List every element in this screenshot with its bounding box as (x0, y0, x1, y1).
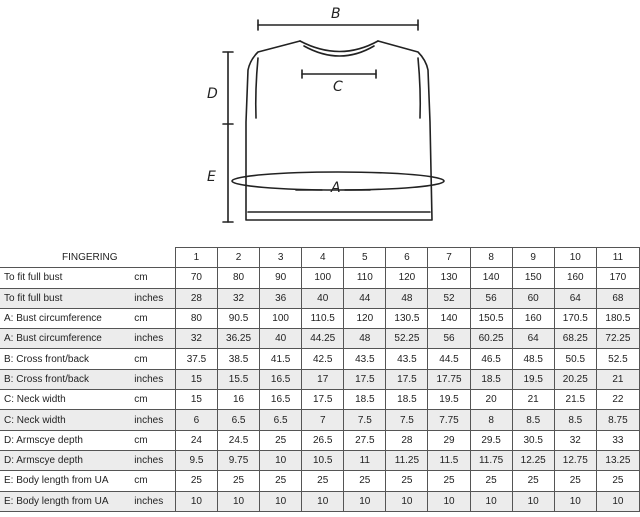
table-row (0, 491, 640, 511)
table-row (0, 369, 640, 389)
table-cell: 43.5 (344, 349, 386, 369)
table-cell: 10 (175, 491, 217, 511)
label-c: C (333, 79, 343, 95)
size-header: 1 (175, 248, 217, 268)
table-cell: 10.5 (302, 450, 344, 470)
table-cell: 7 (302, 410, 344, 430)
table-cell: 50.5 (554, 349, 596, 369)
table-cell: 18.5 (386, 390, 428, 410)
size-header: 4 (302, 248, 344, 268)
table-cell: 25 (260, 471, 302, 491)
table-cell: 38.5 (217, 349, 259, 369)
table-header-row (0, 248, 640, 268)
table-cell: 6.5 (260, 410, 302, 430)
table-cell: 18.5 (344, 390, 386, 410)
table-cell: 170 (596, 268, 639, 288)
table-cell: 180.5 (596, 308, 639, 328)
table-cell: 56 (428, 329, 470, 349)
table-cell: 80 (175, 308, 217, 328)
measurement-unit: inches (132, 369, 175, 389)
table-cell: 25 (344, 471, 386, 491)
table-cell: 10 (260, 450, 302, 470)
table-cell: 100 (260, 308, 302, 328)
measurement-name: A: Bust circumference (0, 329, 132, 349)
table-cell: 36.25 (217, 329, 259, 349)
table-cell: 64 (554, 288, 596, 308)
measurement-name: To fit full bust (0, 288, 132, 308)
table-cell: 40 (260, 329, 302, 349)
table-cell: 10 (386, 491, 428, 511)
size-header: 8 (470, 248, 512, 268)
table-title: FINGERING (0, 248, 175, 268)
size-header: 7 (428, 248, 470, 268)
table-cell: 44.25 (302, 329, 344, 349)
measurement-name: C: Neck width (0, 390, 132, 410)
label-d: D (207, 86, 218, 102)
table-cell: 30.5 (512, 430, 554, 450)
table-cell: 29 (428, 430, 470, 450)
table-cell: 25 (470, 471, 512, 491)
table-cell: 33 (596, 430, 639, 450)
table-cell: 24.5 (217, 430, 259, 450)
measurement-name: D: Armscye depth (0, 450, 132, 470)
table-cell: 48 (344, 329, 386, 349)
table-cell: 12.75 (554, 450, 596, 470)
table-cell: 25 (260, 430, 302, 450)
measurement-unit: inches (132, 450, 175, 470)
garment-schematic (0, 0, 640, 245)
table-cell: 150 (512, 268, 554, 288)
table-row (0, 268, 640, 288)
table-cell: 48 (386, 288, 428, 308)
measurement-unit: cm (132, 308, 175, 328)
size-header: 11 (596, 248, 639, 268)
table-cell: 110.5 (302, 308, 344, 328)
label-a: A (331, 180, 341, 196)
measurement-name: D: Armscye depth (0, 430, 132, 450)
measurement-name: B: Cross front/back (0, 369, 132, 389)
table-cell: 36 (260, 288, 302, 308)
table-cell: 64 (512, 329, 554, 349)
table-cell: 10 (554, 491, 596, 511)
table-cell: 170.5 (554, 308, 596, 328)
table-cell: 160 (554, 268, 596, 288)
table-cell: 17.75 (428, 369, 470, 389)
measurement-unit: inches (132, 288, 175, 308)
table-cell: 7.5 (344, 410, 386, 430)
table-cell: 41.5 (260, 349, 302, 369)
measurement-name: E: Body length from UA (0, 471, 132, 491)
table-cell: 90 (260, 268, 302, 288)
table-cell: 11.5 (428, 450, 470, 470)
table-cell: 60 (512, 288, 554, 308)
measurement-name: C: Neck width (0, 410, 132, 430)
table-cell: 8 (470, 410, 512, 430)
table-cell: 46.5 (470, 349, 512, 369)
table-cell: 8.75 (596, 410, 639, 430)
table-cell: 44 (344, 288, 386, 308)
table-cell: 44.5 (428, 349, 470, 369)
table-cell: 24 (175, 430, 217, 450)
table-cell: 15 (175, 369, 217, 389)
table-cell: 17.5 (344, 369, 386, 389)
table-cell: 28 (386, 430, 428, 450)
table-cell: 27.5 (344, 430, 386, 450)
measurement-unit: inches (132, 329, 175, 349)
table-cell: 20 (470, 390, 512, 410)
size-header: 6 (386, 248, 428, 268)
table-cell: 17.5 (386, 369, 428, 389)
measurement-unit: cm (132, 268, 175, 288)
table-cell: 10 (217, 491, 259, 511)
table-cell: 90.5 (217, 308, 259, 328)
table-cell: 10 (344, 491, 386, 511)
table-cell: 70 (175, 268, 217, 288)
table-cell: 52 (428, 288, 470, 308)
table-cell: 10 (302, 491, 344, 511)
table-cell: 25 (302, 471, 344, 491)
table-cell: 11.75 (470, 450, 512, 470)
measurement-unit: cm (132, 430, 175, 450)
label-e: E (207, 169, 216, 185)
table-cell: 120 (344, 308, 386, 328)
size-header: 5 (344, 248, 386, 268)
table-cell: 48.5 (512, 349, 554, 369)
table-row (0, 410, 640, 430)
measurement-name: E: Body length from UA (0, 491, 132, 511)
table-cell: 25 (386, 471, 428, 491)
table-cell: 19.5 (428, 390, 470, 410)
table-cell: 100 (302, 268, 344, 288)
table-row (0, 349, 640, 369)
table-cell: 21.5 (554, 390, 596, 410)
table-cell: 29.5 (470, 430, 512, 450)
table-cell: 9.75 (217, 450, 259, 470)
measurement-unit: inches (132, 491, 175, 511)
table-cell: 22 (596, 390, 639, 410)
table-cell: 9.5 (175, 450, 217, 470)
table-cell: 11.25 (386, 450, 428, 470)
table-cell: 15.5 (217, 369, 259, 389)
size-header: 2 (217, 248, 259, 268)
measurement-unit: cm (132, 349, 175, 369)
table-cell: 10 (260, 491, 302, 511)
table-cell: 52.25 (386, 329, 428, 349)
measurement-unit: inches (132, 410, 175, 430)
table-cell: 160 (512, 308, 554, 328)
table-cell: 150.5 (470, 308, 512, 328)
measurement-name: B: Cross front/back (0, 349, 132, 369)
table-cell: 130 (428, 268, 470, 288)
table-cell: 7.75 (428, 410, 470, 430)
table-cell: 6 (175, 410, 217, 430)
table-row (0, 329, 640, 349)
table-cell: 25 (554, 471, 596, 491)
table-cell: 20.25 (554, 369, 596, 389)
table-cell: 10 (470, 491, 512, 511)
table-cell: 120 (386, 268, 428, 288)
table-cell: 15 (175, 390, 217, 410)
table-cell: 25 (512, 471, 554, 491)
table-cell: 17.5 (302, 390, 344, 410)
table-cell: 42.5 (302, 349, 344, 369)
table-cell: 37.5 (175, 349, 217, 369)
table-cell: 32 (554, 430, 596, 450)
table-cell: 25 (217, 471, 259, 491)
table-cell: 28 (175, 288, 217, 308)
size-header: 9 (512, 248, 554, 268)
table-cell: 17 (302, 369, 344, 389)
table-cell: 16.5 (260, 390, 302, 410)
table-cell: 32 (175, 329, 217, 349)
table-cell: 40 (302, 288, 344, 308)
size-header: 3 (260, 248, 302, 268)
table-cell: 25 (596, 471, 639, 491)
table-row (0, 430, 640, 450)
table-cell: 12.25 (512, 450, 554, 470)
table-cell: 140 (428, 308, 470, 328)
size-header: 10 (554, 248, 596, 268)
table-row (0, 308, 640, 328)
table-cell: 18.5 (470, 369, 512, 389)
measurement-unit: cm (132, 390, 175, 410)
table-cell: 72.25 (596, 329, 639, 349)
table-cell: 52.5 (596, 349, 639, 369)
table-cell: 110 (344, 268, 386, 288)
table-row (0, 471, 640, 491)
table-cell: 60.25 (470, 329, 512, 349)
table-cell: 68 (596, 288, 639, 308)
table-cell: 130.5 (386, 308, 428, 328)
table-cell: 7.5 (386, 410, 428, 430)
vest-drawing (0, 0, 640, 245)
table-cell: 6.5 (217, 410, 259, 430)
table-cell: 26.5 (302, 430, 344, 450)
table-cell: 140 (470, 268, 512, 288)
table-cell: 43.5 (386, 349, 428, 369)
table-cell: 10 (596, 491, 639, 511)
measurement-name: To fit full bust (0, 268, 132, 288)
table-cell: 16 (217, 390, 259, 410)
table-cell: 11 (344, 450, 386, 470)
table-cell: 25 (175, 471, 217, 491)
table-cell: 10 (428, 491, 470, 511)
table-cell: 80 (217, 268, 259, 288)
table-cell: 13.25 (596, 450, 639, 470)
table-row (0, 288, 640, 308)
table-row (0, 390, 640, 410)
table-cell: 21 (596, 369, 639, 389)
measurement-name: A: Bust circumference (0, 308, 132, 328)
table-row (0, 450, 640, 470)
table-cell: 68.25 (554, 329, 596, 349)
table-cell: 8.5 (554, 410, 596, 430)
measurement-unit: cm (132, 471, 175, 491)
size-table (0, 247, 640, 512)
table-cell: 19.5 (512, 369, 554, 389)
table-cell: 10 (512, 491, 554, 511)
table-cell: 56 (470, 288, 512, 308)
table-cell: 32 (217, 288, 259, 308)
label-b: B (331, 6, 341, 22)
table-cell: 8.5 (512, 410, 554, 430)
table-cell: 21 (512, 390, 554, 410)
table-cell: 16.5 (260, 369, 302, 389)
table-cell: 25 (428, 471, 470, 491)
